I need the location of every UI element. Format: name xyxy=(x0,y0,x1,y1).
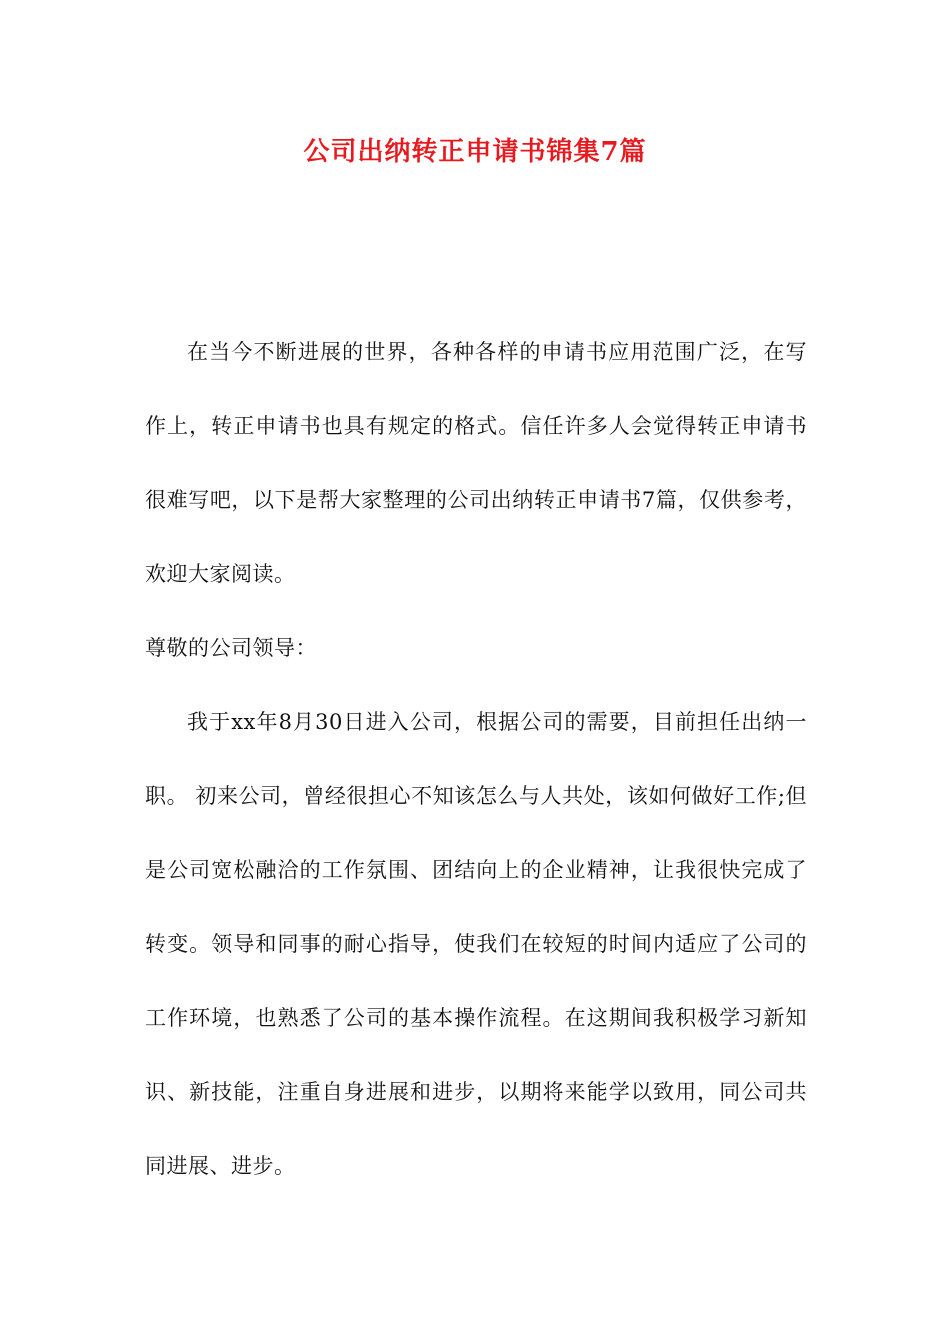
intro-paragraph: 在当今不断进展的世界，各种各样的申请书应用范围广泛，在写作上，转正申请书也具有规定的格式。信任许多人会觉得转正申请书很难写吧，以下是帮大家整理的公司出纳转正申请书7篇，仅供参考，欢迎大家阅读。 xyxy=(145,340,807,586)
document-body xyxy=(145,315,807,1203)
document-title: 公司出纳转正申请书锦集7篇 xyxy=(303,137,647,167)
salutation: 尊敬的公司领导： xyxy=(145,636,317,660)
letter-paragraph: 我于xx年8月30日进入公司，根据公司的需要，目前担任出纳一职。 初来公司，曾经很担心不知该怎么与人共处，该如何做好工作;但是公司宽松融洽的工作氛围、团结向上的企业精神，让我很快完成了转变。领导和同事的耐心指导，使我们在较短的时间内适应了公司的工作环境，也熟悉了公司的基本操作流程。在这期间我积极学习新知识、新技能，注重自身进展和进步，以期将来能学以致用，同公司共同进展、进步。 xyxy=(145,710,807,1178)
